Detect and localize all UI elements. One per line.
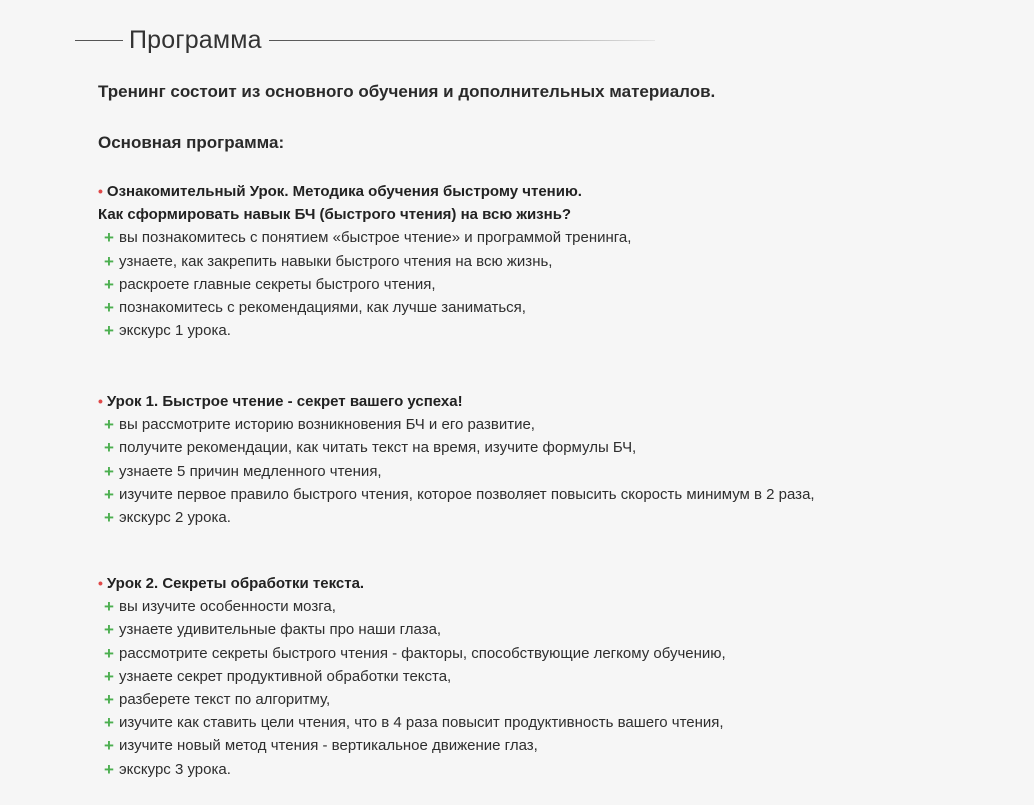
- plus-icon: +: [104, 597, 114, 617]
- bullet-icon: •: [98, 393, 103, 409]
- list-item: [98, 413, 998, 436]
- lesson-title-line1: Ознакомительный Урок. Методика обучения быстрому чтению.: [106, 183, 582, 200]
- plus-icon: +: [104, 438, 114, 458]
- list-item-text: вы познакомитесь с понятием «быстрое чтение» и программой тренинга,: [119, 229, 632, 247]
- section-header: [75, 22, 655, 58]
- plus-icon: +: [104, 690, 114, 710]
- plus-icon: +: [104, 415, 114, 435]
- plus-icon: +: [104, 508, 114, 528]
- lesson-title: [98, 390, 998, 413]
- list-item-text: экскурс 1 урока.: [119, 322, 231, 340]
- bullet-icon: •: [98, 183, 103, 199]
- list-item: [98, 642, 998, 665]
- plus-icon: +: [104, 228, 114, 248]
- lesson-title-line1: Урок 1. Быстрое чтение - секрет вашего успеха!: [106, 393, 463, 410]
- lesson-2: [98, 572, 998, 781]
- section-title: Программа: [129, 25, 262, 54]
- list-item-text: разберете текст по алгоритму,: [119, 691, 331, 709]
- lesson-title-line1: Урок 2. Секреты обработки текста.: [106, 575, 365, 592]
- list-item: [98, 665, 998, 688]
- list-item: [98, 734, 998, 757]
- main-program-heading: Основная программа:: [98, 133, 285, 152]
- list-item-text: экскурс 3 урока.: [119, 760, 231, 778]
- header-rule-right: [269, 40, 655, 41]
- list-item-text: вы изучите особенности мозга,: [119, 598, 336, 616]
- list-item-text: узнаете удивительные факты про наши глаза,: [119, 621, 442, 639]
- list-item-text: узнаете, как закрепить навыки быстрого чтения на всю жизнь,: [119, 252, 553, 270]
- list-item: [98, 483, 998, 506]
- plus-icon: +: [104, 759, 114, 779]
- plus-icon: +: [104, 251, 114, 271]
- bullet-icon: •: [98, 575, 103, 591]
- list-item: [98, 296, 998, 319]
- list-item: [98, 618, 998, 641]
- lesson-title: [98, 180, 998, 203]
- lesson-1: [98, 390, 998, 529]
- plus-icon: +: [104, 484, 114, 504]
- list-item: [98, 688, 998, 711]
- list-item-text: узнаете секрет продуктивной обработки текста,: [119, 667, 452, 685]
- plus-icon: +: [104, 274, 114, 294]
- list-item: [98, 436, 998, 459]
- plus-icon: +: [104, 643, 114, 663]
- lesson-intro: [98, 180, 998, 342]
- list-item: [98, 506, 998, 529]
- list-item-text: раскроете главные секреты быстрого чтения,: [119, 275, 436, 293]
- list-item-text: экскурс 2 урока.: [119, 509, 231, 527]
- list-item-text: получите рекомендации, как читать текст на время, изучите формулы БЧ,: [119, 439, 637, 457]
- list-item-text: познакомитесь с рекомендациями, как лучше заниматься,: [119, 299, 526, 317]
- list-item: [98, 758, 998, 781]
- plus-icon: +: [104, 666, 114, 686]
- lesson-title: [98, 572, 998, 595]
- plus-icon: +: [104, 736, 114, 756]
- list-item-text: изучите как ставить цели чтения, что в 4 раза повысит продуктивность вашего чтения,: [119, 714, 724, 732]
- lesson-items: [98, 413, 998, 529]
- plus-icon: +: [104, 298, 114, 318]
- plus-icon: +: [104, 321, 114, 341]
- lesson-items: [98, 226, 998, 342]
- list-item: [98, 226, 998, 249]
- list-item-text: изучите первое правило быстрого чтения, которое позволяет повысить скорость минимум в 2 раза,: [119, 485, 815, 503]
- list-item: [98, 250, 998, 273]
- lesson-subtitle: Как сформировать навык БЧ (быстрого чтения) на всю жизнь?: [98, 206, 572, 224]
- list-item-text: вы рассмотрите историю возникновения БЧ и его развитие,: [119, 416, 535, 434]
- list-item: [98, 273, 998, 296]
- plus-icon: +: [104, 461, 114, 481]
- list-item: [98, 595, 998, 618]
- list-item-text: узнаете 5 причин медленного чтения,: [119, 462, 382, 480]
- list-item-text: изучите новый метод чтения - вертикальное движение глаз,: [119, 737, 538, 755]
- plus-icon: +: [104, 620, 114, 640]
- plus-icon: +: [104, 713, 114, 733]
- list-item: [98, 711, 998, 734]
- header-rule-left: [75, 40, 123, 41]
- list-item-text: рассмотрите секреты быстрого чтения - факторы, способствующие легкому обучению,: [119, 644, 726, 662]
- list-item: [98, 460, 998, 483]
- lesson-items: [98, 595, 998, 781]
- list-item: [98, 319, 998, 342]
- intro-text: Тренинг состоит из основного обучения и дополнительных материалов.: [98, 82, 716, 101]
